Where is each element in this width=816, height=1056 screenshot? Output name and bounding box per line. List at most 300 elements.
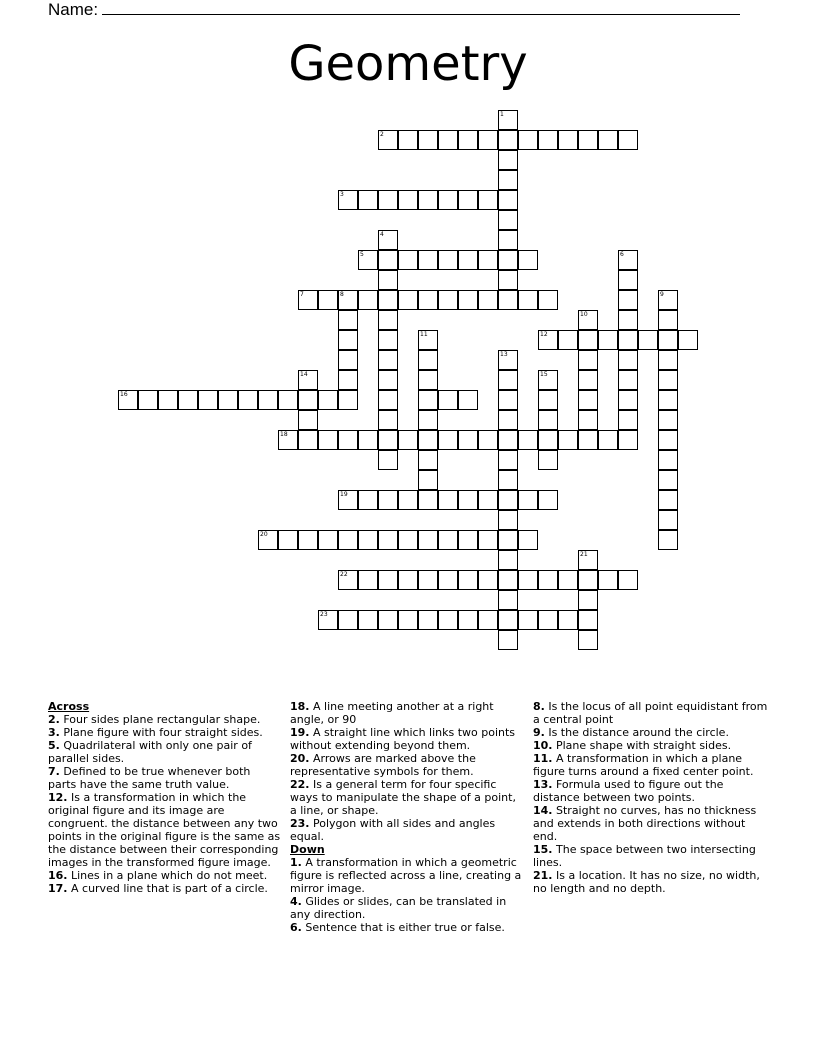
grid-cell[interactable] [618,410,638,430]
grid-cell[interactable] [458,290,478,310]
grid-cell[interactable] [338,190,358,210]
clue-text: Formula used to figure out the distance between two points. [533,778,724,804]
puzzle-title: Geometry [288,36,528,92]
clue-text: Lines in a plane which do not meet. [67,869,268,882]
grid-cell[interactable] [378,410,398,430]
grid-cell[interactable] [458,430,478,450]
clue-text: Arrows are marked above the representative symbols for them. [290,752,476,778]
grid-cell[interactable] [378,370,398,390]
grid-cell[interactable] [578,430,598,450]
grid-cell[interactable] [578,330,598,350]
grid-cell[interactable] [418,470,438,490]
grid-cell[interactable] [618,130,638,150]
grid-cell[interactable] [398,610,418,630]
cell-number: 9 [660,291,664,298]
grid-cell[interactable] [538,390,558,410]
grid-cell[interactable] [518,490,538,510]
cell-number: 13 [500,351,508,358]
grid-cell[interactable] [338,390,358,410]
grid-cell[interactable] [658,470,678,490]
clue-item [533,843,769,869]
grid-cell[interactable] [458,490,478,510]
clue-number: 21. [533,869,553,882]
grid-cell[interactable] [418,450,438,470]
cell-number: 15 [540,371,548,378]
grid-cell[interactable] [538,490,558,510]
grid-cell[interactable] [498,550,518,570]
grid-cell[interactable] [398,290,418,310]
grid-cell[interactable] [518,530,538,550]
clue-number: 16. [48,869,68,882]
across-clue-list-continued [290,700,526,843]
clue-item [290,726,526,752]
grid-cell[interactable] [658,310,678,330]
grid-cell[interactable] [398,490,418,510]
grid-cell[interactable] [538,370,558,390]
clue-text: Defined to be true whenever both parts have the same truth value. [48,765,251,791]
clue-text: A line meeting another at a right angle, or 90 [290,700,494,726]
grid-cell[interactable] [458,610,478,630]
clue-item [290,817,526,843]
grid-cell[interactable] [338,610,358,630]
grid-cell[interactable] [658,330,678,350]
grid-cell[interactable] [158,390,178,410]
grid-cell[interactable] [558,430,578,450]
clue-number: 2. [48,713,60,726]
grid-cell[interactable] [438,570,458,590]
clue-text: Is the distance around the circle. [544,726,729,739]
grid-cell[interactable] [438,430,458,450]
grid-cell[interactable] [338,430,358,450]
clue-item [48,713,282,726]
grid-cell[interactable] [578,390,598,410]
cell-number: 20 [260,531,268,538]
grid-cell[interactable] [498,270,518,290]
grid-cell[interactable] [598,570,618,590]
grid-cell[interactable] [498,350,518,370]
cell-number: 1 [500,111,504,118]
grid-cell[interactable] [298,530,318,550]
grid-cell[interactable] [498,510,518,530]
grid-cell[interactable] [658,410,678,430]
grid-cell[interactable] [358,530,378,550]
grid-cell[interactable] [358,610,378,630]
cell-number: 8 [340,291,344,298]
clue-item [290,752,526,778]
cell-number: 7 [300,291,304,298]
grid-cell[interactable] [378,310,398,330]
grid-cell[interactable] [578,310,598,330]
grid-cell[interactable] [578,590,598,610]
cell-number: 2 [380,131,384,138]
grid-cell[interactable] [418,530,438,550]
grid-cell[interactable] [238,390,258,410]
grid-cell[interactable] [458,570,478,590]
down-heading: Down [290,843,325,856]
grid-cell[interactable] [498,490,518,510]
grid-cell[interactable] [438,130,458,150]
grid-cell[interactable] [438,250,458,270]
grid-cell[interactable] [378,610,398,630]
clue-item [290,778,526,817]
grid-cell[interactable] [498,150,518,170]
grid-cell[interactable] [518,130,538,150]
grid-cell[interactable] [398,250,418,270]
grid-cell[interactable] [398,130,418,150]
grid-cell[interactable] [618,310,638,330]
grid-cell[interactable] [618,570,638,590]
grid-cell[interactable] [258,390,278,410]
grid-cell[interactable] [358,250,378,270]
clue-text: A transformation in which a geometric figure is reflected across a line, creating a mirror image. [290,856,522,895]
grid-cell[interactable] [498,230,518,250]
grid-cell[interactable] [378,250,398,270]
clue-number: 23. [290,817,310,830]
grid-cell[interactable] [658,450,678,470]
grid-cell[interactable] [518,430,538,450]
grid-cell[interactable] [178,390,198,410]
clues-column-2 [290,700,526,934]
grid-cell[interactable] [338,310,358,330]
grid-cell[interactable] [378,390,398,410]
grid-cell[interactable] [538,410,558,430]
grid-cell[interactable] [478,130,498,150]
grid-cell[interactable] [418,410,438,430]
grid-cell[interactable] [458,530,478,550]
grid-cell[interactable] [378,270,398,290]
grid-cell[interactable] [478,430,498,450]
grid-cell[interactable] [498,470,518,490]
cell-number: 10 [580,311,588,318]
grid-cell[interactable] [678,330,698,350]
grid-cell[interactable] [658,490,678,510]
grid-cell[interactable] [378,230,398,250]
clue-number: 4. [290,895,302,908]
grid-cell[interactable] [378,350,398,370]
cell-number: 22 [340,571,348,578]
grid-cell[interactable] [398,430,418,450]
clue-item [533,726,769,739]
clue-number: 8. [533,700,545,713]
grid-cell[interactable] [318,610,338,630]
grid-cell[interactable] [378,530,398,550]
grid-cell[interactable] [658,430,678,450]
grid-cell[interactable] [258,530,278,550]
grid-cell[interactable] [658,390,678,410]
grid-cell[interactable] [298,430,318,450]
grid-cell[interactable] [378,430,398,450]
grid-cell[interactable] [558,570,578,590]
clue-item [290,895,526,921]
grid-cell[interactable] [338,290,358,310]
clue-text: Is the locus of all point equidistant from a central point [533,700,768,726]
cell-number: 3 [340,191,344,198]
down-clue-list [290,856,526,934]
grid-cell[interactable] [618,430,638,450]
clue-item [533,869,769,895]
grid-cell[interactable] [378,290,398,310]
clue-item [533,778,769,804]
grid-cell[interactable] [638,330,658,350]
across-clue-list [48,713,282,895]
clue-text: Polygon with all sides and angles equal. [290,817,496,843]
cell-number: 14 [300,371,308,378]
clue-item [48,739,282,765]
clue-text: A straight line which links two points without extending beyond them. [290,726,516,752]
grid-cell[interactable] [418,370,438,390]
grid-cell[interactable] [478,250,498,270]
grid-cell[interactable] [358,290,378,310]
grid-cell[interactable] [378,490,398,510]
grid-cell[interactable] [498,610,518,630]
grid-cell[interactable] [318,430,338,450]
grid-cell[interactable] [278,390,298,410]
grid-cell[interactable] [478,290,498,310]
grid-cell[interactable] [338,370,358,390]
clue-text: A curved line that is part of a circle. [67,882,268,895]
grid-cell[interactable] [378,190,398,210]
cell-number: 18 [280,431,288,438]
grid-cell[interactable] [618,290,638,310]
grid-cell[interactable] [418,250,438,270]
grid-cell[interactable] [218,390,238,410]
grid-cell[interactable] [538,130,558,150]
grid-cell[interactable] [338,350,358,370]
grid-cell[interactable] [558,330,578,350]
grid-cell[interactable] [498,290,518,310]
grid-cell[interactable] [538,610,558,630]
cell-number: 23 [320,611,328,618]
grid-cell[interactable] [498,130,518,150]
grid-cell[interactable] [358,570,378,590]
grid-cell[interactable] [418,390,438,410]
grid-cell[interactable] [498,170,518,190]
clue-item [533,804,769,843]
grid-cell[interactable] [418,430,438,450]
grid-cell[interactable] [338,490,358,510]
grid-cell[interactable] [538,570,558,590]
grid-cell[interactable] [538,430,558,450]
grid-cell[interactable] [658,290,678,310]
grid-cell[interactable] [338,530,358,550]
clue-item [290,921,526,934]
grid-cell[interactable] [458,250,478,270]
grid-cell[interactable] [478,610,498,630]
grid-cell[interactable] [518,570,538,590]
cell-number: 6 [620,251,624,258]
grid-cell[interactable] [378,450,398,470]
grid-cell[interactable] [298,290,318,310]
grid-cell[interactable] [618,330,638,350]
clue-item [533,739,769,752]
grid-cell[interactable] [598,430,618,450]
clue-number: 7. [48,765,60,778]
grid-cell[interactable] [498,210,518,230]
grid-cell[interactable] [398,190,418,210]
clues-column-1 [48,700,282,895]
grid-cell[interactable] [578,550,598,570]
grid-cell[interactable] [518,610,538,630]
grid-cell[interactable] [538,330,558,350]
grid-cell[interactable] [118,390,138,410]
grid-cell[interactable] [378,570,398,590]
grid-cell[interactable] [578,570,598,590]
clue-item [290,700,526,726]
grid-cell[interactable] [498,410,518,430]
grid-cell[interactable] [438,530,458,550]
grid-cell[interactable] [618,390,638,410]
grid-cell[interactable] [598,130,618,150]
grid-cell[interactable] [578,370,598,390]
grid-cell[interactable] [358,430,378,450]
grid-cell[interactable] [358,490,378,510]
grid-cell[interactable] [418,190,438,210]
grid-cell[interactable] [618,370,638,390]
grid-cell[interactable] [498,590,518,610]
clue-item [48,765,282,791]
grid-cell[interactable] [318,530,338,550]
clue-item [533,752,769,778]
grid-cell[interactable] [578,130,598,150]
grid-cell[interactable] [438,190,458,210]
clue-number: 17. [48,882,68,895]
grid-cell[interactable] [598,330,618,350]
clue-text: Four sides plane rectangular shape. [59,713,261,726]
clue-text: Straight no curves, has no thickness and extends in both directions without end. [533,804,757,843]
cell-number: 21 [580,551,588,558]
clue-number: 12. [48,791,68,804]
grid-cell[interactable] [498,450,518,470]
grid-cell[interactable] [398,570,418,590]
grid-cell[interactable] [338,570,358,590]
grid-cell[interactable] [558,130,578,150]
grid-cell[interactable] [518,290,538,310]
cell-number: 19 [340,491,348,498]
clue-number: 9. [533,726,545,739]
clue-number: 1. [290,856,302,869]
grid-cell[interactable] [498,250,518,270]
clue-text: A transformation in which a plane figure turns around a fixed center point. [533,752,754,778]
grid-cell[interactable] [418,130,438,150]
clue-text: Plane figure with four straight sides. [59,726,263,739]
clue-number: 13. [533,778,553,791]
grid-cell[interactable] [318,290,338,310]
grid-cell[interactable] [418,490,438,510]
grid-cell[interactable] [278,530,298,550]
clue-number: 5. [48,739,60,752]
grid-cell[interactable] [658,530,678,550]
grid-cell[interactable] [438,290,458,310]
grid-cell[interactable] [478,190,498,210]
grid-cell[interactable] [458,190,478,210]
grid-cell[interactable] [498,110,518,130]
grid-cell[interactable] [138,390,158,410]
grid-cell[interactable] [558,610,578,630]
grid-cell[interactable] [658,370,678,390]
grid-cell[interactable] [418,350,438,370]
grid-cell[interactable] [498,570,518,590]
clue-item [48,882,282,895]
cell-number: 5 [360,251,364,258]
grid-cell[interactable] [478,490,498,510]
grid-cell[interactable] [498,190,518,210]
cell-number: 16 [120,391,128,398]
grid-cell[interactable] [498,630,518,650]
grid-cell[interactable] [318,390,338,410]
grid-cell[interactable] [658,510,678,530]
clue-text: Glides or slides, can be translated in any direction. [290,895,507,921]
grid-cell[interactable] [438,390,458,410]
grid-cell[interactable] [378,330,398,350]
clue-number: 18. [290,700,310,713]
grid-cell[interactable] [578,630,598,650]
grid-cell[interactable] [278,430,298,450]
clue-number: 10. [533,739,553,752]
grid-cell[interactable] [298,390,318,410]
down-clue-list-continued [533,700,769,895]
grid-cell[interactable] [358,190,378,210]
clue-number: 11. [533,752,553,765]
grid-cell[interactable] [298,410,318,430]
grid-cell[interactable] [518,250,538,270]
clue-text: Is a location. It has no size, no width, no length and no depth. [533,869,760,895]
clue-number: 6. [290,921,302,934]
clue-number: 20. [290,752,310,765]
grid-cell[interactable] [498,430,518,450]
cell-number: 4 [380,231,384,238]
clue-text: Plane shape with straight sides. [552,739,732,752]
grid-cell[interactable] [498,390,518,410]
grid-cell[interactable] [398,530,418,550]
grid-cell[interactable] [578,350,598,370]
clue-number: 22. [290,778,310,791]
grid-cell[interactable] [498,530,518,550]
grid-cell[interactable] [458,130,478,150]
grid-cell[interactable] [418,570,438,590]
clue-item [48,791,282,869]
grid-cell[interactable] [458,390,478,410]
clue-item [533,700,769,726]
grid-cell[interactable] [438,610,458,630]
grid-cell[interactable] [478,530,498,550]
across-heading: Across [48,700,90,713]
clue-number: 19. [290,726,310,739]
grid-cell[interactable] [418,610,438,630]
grid-cell[interactable] [418,290,438,310]
grid-cell[interactable] [618,270,638,290]
clue-text: Sentence that is either true or false. [301,921,505,934]
grid-cell[interactable] [578,410,598,430]
clues-column-3 [533,700,769,895]
grid-cell[interactable] [418,330,438,350]
clue-number: 3. [48,726,60,739]
grid-cell[interactable] [378,130,398,150]
grid-cell[interactable] [298,370,318,390]
grid-cell[interactable] [478,570,498,590]
grid-cell[interactable] [618,250,638,270]
grid-cell[interactable] [538,290,558,310]
grid-cell[interactable] [578,610,598,630]
grid-cell[interactable] [498,370,518,390]
grid-cell[interactable] [658,350,678,370]
grid-cell[interactable] [618,350,638,370]
grid-cell[interactable] [438,490,458,510]
grid-cell[interactable] [338,330,358,350]
grid-cell[interactable] [538,450,558,470]
cell-number: 12 [540,331,548,338]
clue-item [48,869,282,882]
grid-cell[interactable] [198,390,218,410]
